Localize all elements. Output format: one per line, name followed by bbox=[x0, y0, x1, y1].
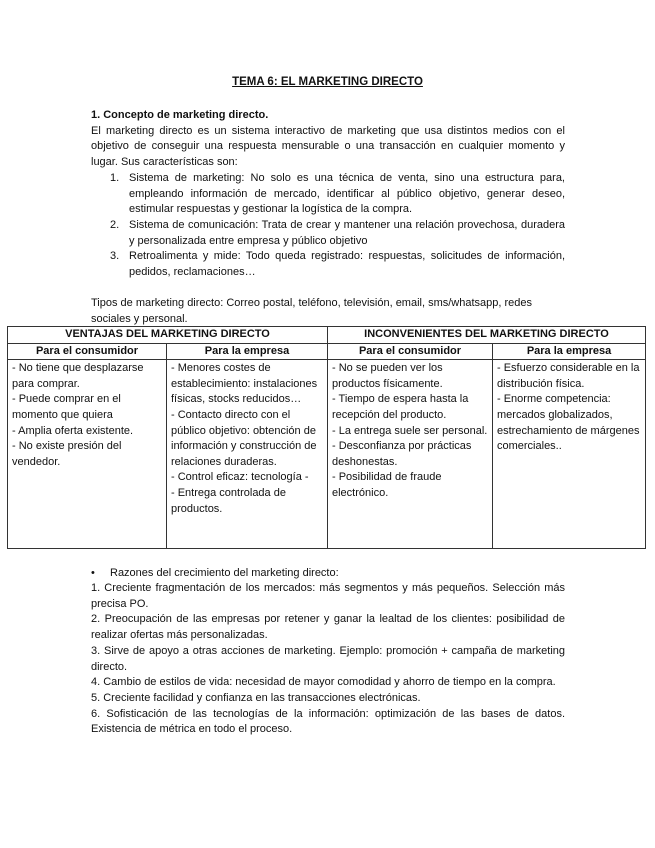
subheader-empresa: Para la empresa bbox=[167, 343, 328, 360]
list-item bbox=[91, 218, 565, 249]
cell-line: - No tiene que desplazarse para comprar. bbox=[12, 362, 144, 390]
subheader-consumidor: Para el consumidor bbox=[328, 343, 493, 360]
subheader-consumidor: Para el consumidor bbox=[8, 343, 167, 360]
types-paragraph: Tipos de marketing directo: Correo postal, teléfono, televisión, email, sms/whatsapp, redes sociales y personal. bbox=[91, 297, 533, 325]
table-cell-inconvenientes-consumidor bbox=[328, 360, 493, 549]
list-item-text: Retroalimenta y mide: Todo queda registrado: respuestas, solicitudes de información, pedidos, reclamaciones… bbox=[129, 250, 565, 279]
list-item-number: 2. bbox=[110, 218, 120, 231]
section-heading: 1. Concepto de marketing directo. bbox=[91, 109, 269, 121]
table-cell-ventajas-empresa bbox=[167, 360, 328, 549]
list-item bbox=[91, 171, 565, 218]
cell-line: - Posibilidad de fraude electrónico. bbox=[332, 471, 442, 499]
list-item: 3. Sirve de apoyo a otras acciones de marketing. Ejemplo: promoción + campaña de marketing directo. bbox=[91, 644, 565, 673]
cell-line: - Desconfianza por prácticas deshonestas. bbox=[332, 440, 472, 468]
list-item: 1. Creciente fragmentación de los mercados: más segmentos y más pequeños. Selección más precisa PO. bbox=[91, 582, 565, 610]
cell-line: - Entrega controlada de productos. bbox=[171, 486, 286, 515]
cell-line: - No se pueden ver los productos físicamente. bbox=[332, 362, 443, 390]
section-concept bbox=[91, 108, 565, 281]
reasons-heading-text: Razones del crecimiento del marketing directo: bbox=[110, 567, 339, 579]
subheader-empresa: Para la empresa bbox=[493, 343, 646, 360]
intro-paragraph: El marketing directo es un sistema interactivo de marketing que usa distintos medios con el objetivo de conseguir una respuesta mensurable o una transacción en cualquier momento y lugar. Sus características son: bbox=[91, 124, 565, 169]
list-item-number: 1. bbox=[110, 171, 120, 184]
cell-line: - Esfuerzo considerable en la distribución física. bbox=[497, 362, 640, 390]
cell-line: - No existe presión del vendedor. bbox=[12, 440, 122, 468]
table-header-inconvenientes: INCONVENIENTES DEL MARKETING DIRECTO bbox=[328, 327, 646, 344]
list-item-text: Sistema de comunicación: Trata de crear y mantener una relación provechosa, duradera y personalizada entre empresa y público objetivo bbox=[129, 218, 565, 247]
table-cell-ventajas-consumidor bbox=[8, 360, 167, 549]
page-title: TEMA 6: EL MARKETING DIRECTO bbox=[232, 76, 423, 88]
cell-line: - Enorme competencia: mercados globalizados, estrechamiento de márgenes comerciales.. bbox=[497, 393, 640, 453]
cell-line: - Contacto directo con el público objetivo: obtención de información y construcción de relaciones duraderas. bbox=[171, 408, 317, 468]
cell-line: - Tiempo de espera hasta la recepción del producto. bbox=[332, 393, 469, 421]
list-item-number: 3. bbox=[110, 250, 120, 263]
list-item: 5. Creciente facilidad y confianza en las transacciones electrónicas. bbox=[91, 691, 421, 704]
bullet-icon: • bbox=[91, 567, 95, 579]
list-item bbox=[91, 249, 565, 280]
characteristics-list bbox=[91, 171, 565, 281]
cell-line: - Amplia oferta existente. bbox=[12, 424, 134, 437]
cell-line: - Control eficaz: tecnología - bbox=[171, 471, 309, 484]
advantages-table bbox=[7, 326, 646, 549]
list-item: 4. Cambio de estilos de vida: necesidad de mayor comodidad y ahorro de tiempo en la compra. bbox=[91, 676, 556, 689]
cell-line: - Puede comprar en el momento que quiera bbox=[12, 393, 121, 421]
table-cell-inconvenientes-empresa bbox=[493, 360, 646, 549]
cell-line: - Menores costes de establecimiento: instalaciones físicas, stocks reducidos… bbox=[171, 362, 318, 406]
reasons-heading bbox=[91, 566, 339, 582]
list-item: 6. Sofisticación de las tecnologías de la información: optimización de las bases de datos. Existencia de métrica en todo el proceso. bbox=[91, 707, 565, 736]
cell-line: - La entrega suele ser personal. bbox=[332, 424, 488, 437]
table-header-ventajas: VENTAJAS DEL MARKETING DIRECTO bbox=[8, 327, 328, 344]
reasons-list bbox=[91, 581, 565, 738]
list-item-text: Sistema de marketing: No solo es una técnica de venta, sino una estructura para, empleando información de mercado, identificar al público objetivo, generar deseo, estimular respuestas y gestionar la logística de la compra. bbox=[129, 171, 565, 216]
list-item: 2. Preocupación de las empresas por retener y ganar la lealtad de los clientes: posibilidad de realizar ofertas más personalizadas. bbox=[91, 613, 565, 642]
